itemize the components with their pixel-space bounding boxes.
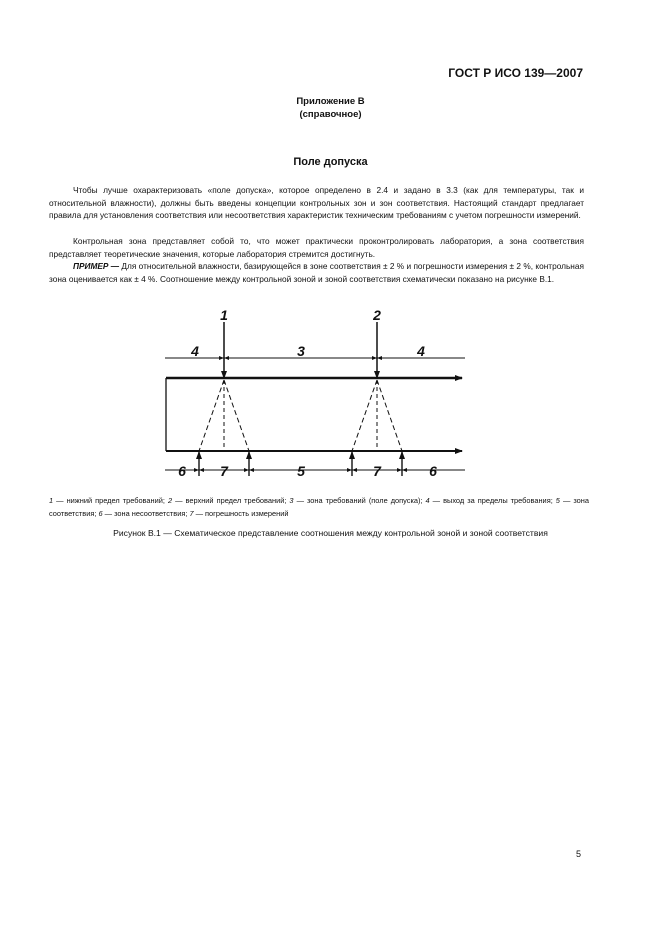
section-title: Поле допуска xyxy=(293,156,368,168)
zone-label-6-left: 6 xyxy=(178,463,186,479)
legend-text-7: — погрешность измерений xyxy=(193,509,289,518)
zone-label-4-right: 4 xyxy=(417,343,425,359)
marker-label-2: 2 xyxy=(373,307,381,323)
legend-text-6: — зона несоответствия; xyxy=(102,509,190,518)
figure-legend xyxy=(49,494,589,520)
zone-label-7-left: 7 xyxy=(220,463,228,479)
zone-label-5: 5 xyxy=(297,463,305,479)
legend-num-7: 7 xyxy=(189,509,194,518)
example-paragraph xyxy=(49,260,584,285)
annex-title: Приложение В xyxy=(296,96,365,107)
paragraph-2: Контрольная зона представляет собой то, что может практически проконтролировать лаборатория, а зона соответствия представляет теоретические значения, которые лаборатория стремится достигнуть. xyxy=(49,236,584,259)
legend-num-6: 6 xyxy=(98,509,103,518)
lower-cone-right xyxy=(224,380,249,451)
legend-text-2: — верхний предел требований; xyxy=(172,496,290,505)
marker-label-1: 1 xyxy=(220,307,228,323)
upper-cone-right xyxy=(377,380,402,451)
zone-label-3: 3 xyxy=(297,343,305,359)
legend-num-2: 2 xyxy=(167,496,173,505)
paragraph-1: Чтобы лучше охарактеризовать «поле допуска», которое определено в 2.4 и задано в 3.3 (как для температуры, так и относительной влажности), должны быть введены концепции контрольных зон и зон соответствия. Настоящий стандарт предлагает правила для установления соответствия или несоответствия характеристик техническим требованиям с учетом погрешности измерений. xyxy=(49,185,584,221)
legend-num-5: 5 xyxy=(555,496,560,505)
lower-cone-left xyxy=(199,380,224,451)
document-id: ГОСТ Р ИСО 139—2007 xyxy=(448,66,583,80)
legend-text-5: — зона соответствия; xyxy=(49,496,589,518)
zone-label-6-right: 6 xyxy=(429,463,437,479)
legend-num-1: 1 xyxy=(49,496,54,505)
figure-b1-diagram xyxy=(155,300,475,490)
zone-label-7-right: 7 xyxy=(373,463,381,479)
legend-num-3: 3 xyxy=(289,496,294,505)
upper-cone-left xyxy=(352,380,377,451)
annex-subtitle: (справочное) xyxy=(299,109,362,120)
figure-caption: Рисунок В.1 — Схематическое представление соотношения между контрольной зоной и зоной соответствия xyxy=(113,528,548,538)
legend-text-3: — зона требований (поле допуска); xyxy=(293,496,426,505)
page-number: 5 xyxy=(575,849,581,859)
legend-text-1: — нижний предел требований; xyxy=(53,496,168,505)
zone-label-4-left: 4 xyxy=(191,343,199,359)
example-text: Для относительной влажности, базирующейся в зоне соответствия ± 2 % и погрешности измерения ± 2 %, контрольная зона оценивается как ± 4 %. Соотношение между контрольной зоной и зоной соответствия схематически показано на рисунке В.1. xyxy=(49,261,584,284)
legend-num-4: 4 xyxy=(425,496,430,505)
example-label: ПРИМЕР — xyxy=(73,261,120,271)
annex-heading xyxy=(0,95,661,121)
legend-text-4: — выход за пределы требования; xyxy=(429,496,556,505)
